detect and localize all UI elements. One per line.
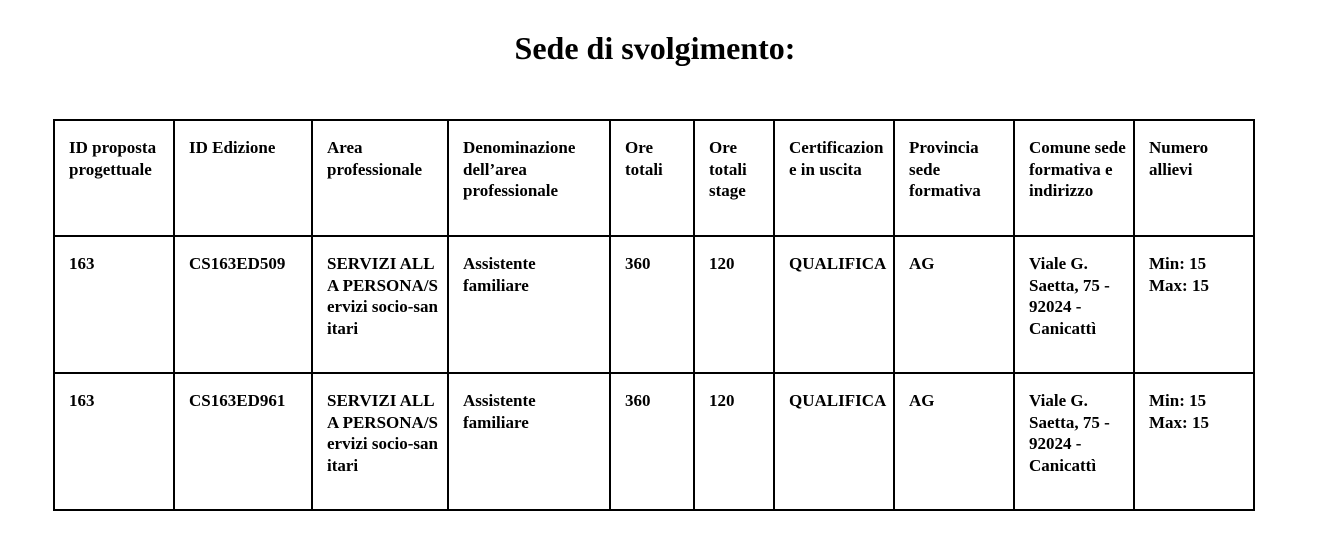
cell-comune: Viale G. Saetta, 75 - 92024 - Canicattì	[1014, 373, 1134, 510]
header-id-edizione: ID Edizione	[174, 120, 312, 236]
cell-ore-totali: 360	[610, 373, 694, 510]
cell-numero-allievi	[1134, 373, 1254, 510]
header-area-professionale: Area professionale	[312, 120, 448, 236]
cell-denominazione: Assistente familiare	[448, 373, 610, 510]
header-comune: Comune sede formativa e indirizzo	[1014, 120, 1134, 236]
cell-area-professionale: SERVIZI ALLA PERSONA/Servizi socio-sanitari	[312, 373, 448, 510]
allievi-max: Max: 15	[1149, 412, 1209, 432]
cell-certificazione: QUALIFICA	[774, 236, 894, 373]
allievi-min: Min: 15	[1149, 254, 1207, 273]
header-provincia: Provincia sede formativa	[894, 120, 1014, 236]
allievi-min: Min: 15	[1149, 391, 1207, 410]
table-header-row	[54, 120, 1254, 236]
header-ore-totali: Ore totali	[610, 120, 694, 236]
cell-numero-allievi	[1134, 236, 1254, 373]
cell-ore-stage: 120	[694, 373, 774, 510]
header-id-proposta: ID proposta progettuale	[54, 120, 174, 236]
header-numero-allievi: Numero allievi	[1134, 120, 1254, 236]
cell-area-professionale: SERVIZI ALLA PERSONA/Servizi socio-sanitari	[312, 236, 448, 373]
cell-ore-stage: 120	[694, 236, 774, 373]
cell-comune: Viale G. Saetta, 75 - 92024 - Canicattì	[1014, 236, 1134, 373]
cell-provincia: AG	[894, 373, 1014, 510]
cell-id-edizione: CS163ED509	[174, 236, 312, 373]
cell-denominazione: Assistente familiare	[448, 236, 610, 373]
cell-id-proposta: 163	[54, 236, 174, 373]
cell-id-proposta: 163	[54, 373, 174, 510]
cell-certificazione: QUALIFICA	[774, 373, 894, 510]
header-certificazione: Certificazione in uscita	[774, 120, 894, 236]
cell-ore-totali: 360	[610, 236, 694, 373]
cell-provincia: AG	[894, 236, 1014, 373]
sede-table	[53, 119, 1255, 511]
table-row	[54, 236, 1254, 373]
page-title: Sede di svolgimento:	[514, 30, 796, 66]
table-row	[54, 373, 1254, 510]
header-denominazione: Denominazione dell’area professionale	[448, 120, 610, 236]
allievi-max: Max: 15	[1149, 275, 1209, 295]
cell-id-edizione: CS163ED961	[174, 373, 312, 510]
header-ore-stage: Ore totali stage	[694, 120, 774, 236]
